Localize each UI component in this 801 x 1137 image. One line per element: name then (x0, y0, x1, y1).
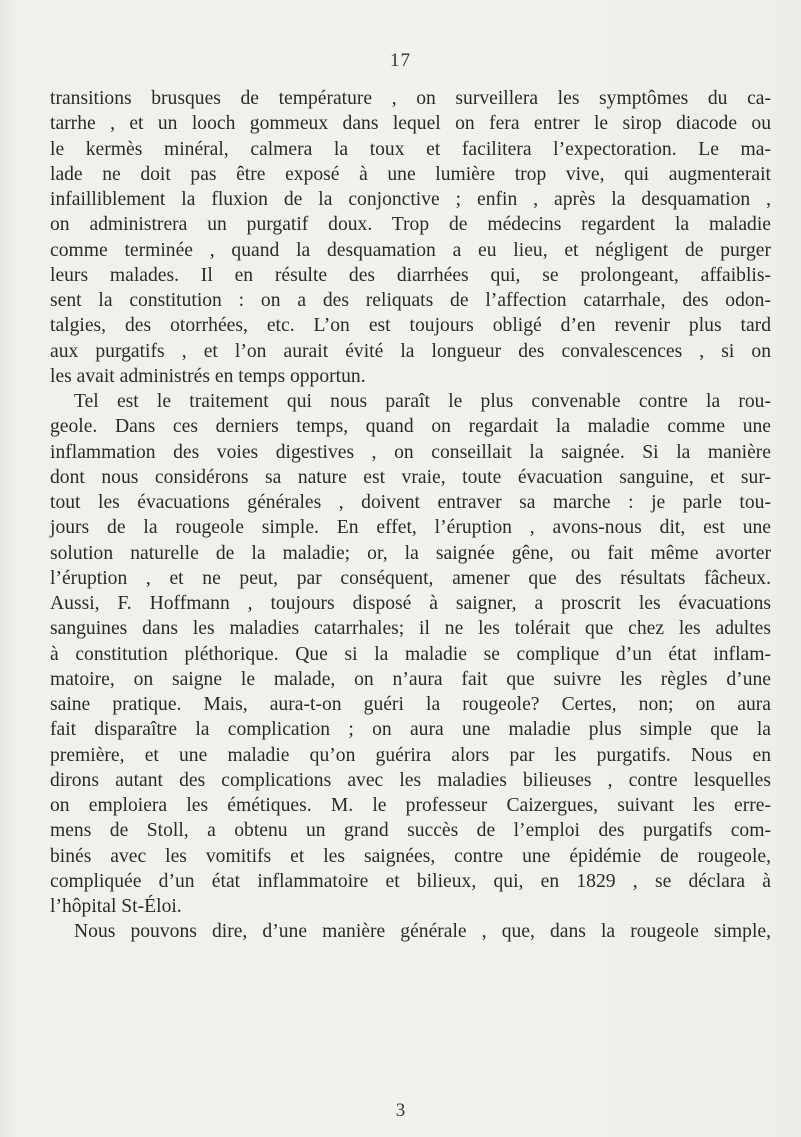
text-line: inflammation des voies digestives , on conseillait la saignée. Si la manière (50, 441, 771, 463)
text-line: l’hôpital St-Éloi. (50, 896, 182, 917)
text-line: transitions brusques de température , on surveillera les symptômes du ca- (50, 88, 771, 109)
signature-mark: 3 (395, 1100, 406, 1121)
text-line: dirons autant des complications avec les maladies bilieuses , contre lesquelles (50, 769, 771, 791)
text-line: sanguines dans les maladies catarrhales; il ne les tolérait que chez les adultes (50, 618, 771, 640)
text-line: mens de Stoll, a obtenu un grand succès de l’emploi des purgatifs com- (50, 820, 771, 842)
text-line: saine pratique. Mais, aura-t-on guéri la rougeole? Certes, non; on aura (50, 694, 771, 715)
text-line: l’éruption , et ne peut, par conséquent, amener que des résultats fâcheux. (50, 567, 771, 589)
body-text (50, 86, 771, 945)
text-line: le kermès minéral, calmera la toux et facilitera l’expectoration. Le ma- (50, 138, 771, 160)
text-line: comme terminée , quand la desquamation a eu lieu, et négligent de purger (50, 239, 771, 261)
text-line: sent la constitution : on a des reliquats de l’affection catarrhale, des odon- (50, 290, 771, 311)
text-line: Tel est le traitement qui nous paraît le plus convenable contre la rou- (74, 391, 771, 412)
text-line: geole. Dans ces derniers temps, quand on regardait la maladie comme une (50, 416, 771, 438)
text-line: Aussi, F. Hoffmann , toujours disposé à saigner, a proscrit les évacuations (50, 593, 771, 614)
text-line: solution naturelle de la maladie; or, la saignée gêne, ou fait même avorter (50, 542, 771, 564)
text-line: fait disparaître la complication ; on aura une maladie plus simple que la (50, 719, 771, 741)
text-line: première, et une maladie qu’on guérira alors par les purgatifs. Nous en (50, 744, 771, 766)
text-line: talgies, des otorrhées, etc. L’on est toujours obligé d’en revenir plus tard (50, 315, 771, 337)
text-line: matoire, on saigne le malade, on n’aura fait que suivre les règles d’une (50, 668, 771, 690)
text-line: binés avec les vomitifs et les saignées, contre une épidémie de rougeole, (50, 845, 771, 867)
text-line: compliquée d’un état inflammatoire et bilieux, qui, en 1829 , se déclara à (50, 870, 771, 892)
text-line: on administrera un purgatif doux. Trop de médecins regardent la maladie (50, 214, 771, 236)
text-line: les avait administrés en temps opportun. (50, 365, 366, 387)
page-number: 17 (390, 50, 411, 71)
text-line: lade ne doit pas être exposé à une lumière trop vive, qui augmenterait (50, 163, 771, 185)
text-line: dont nous considérons sa nature est vraie, toute évacuation sanguine, et sur- (50, 466, 771, 488)
text-line: à constitution pléthorique. Que si la maladie se complique d’un état inflam- (50, 643, 771, 665)
text-line: Nous pouvons dire, d’une manière générale , que, dans la rougeole simple, (74, 921, 771, 943)
text-line: infailliblement la fluxion de la conjonctive ; enfin , après la desquamation , (50, 189, 771, 210)
text-line: aux purgatifs , et l’on aurait évité la longueur des convalescences , si on (50, 340, 771, 362)
text-line: tarrhe , et un looch gommeux dans lequel on fera entrer le sirop diacode ou (50, 113, 771, 135)
text-line: on emploiera les émétiques. M. le professeur Caizergues, suivant les erre- (50, 795, 771, 816)
text-line: tout les évacuations générales , doivent entraver sa marche : je parle tou- (50, 492, 771, 513)
text-line: jours de la rougeole simple. En effet, l’éruption , avons-nous dit, est une (50, 517, 771, 539)
text-line: leurs malades. Il en résulte des diarrhées qui, se prolongeant, affaiblis- (50, 264, 771, 286)
